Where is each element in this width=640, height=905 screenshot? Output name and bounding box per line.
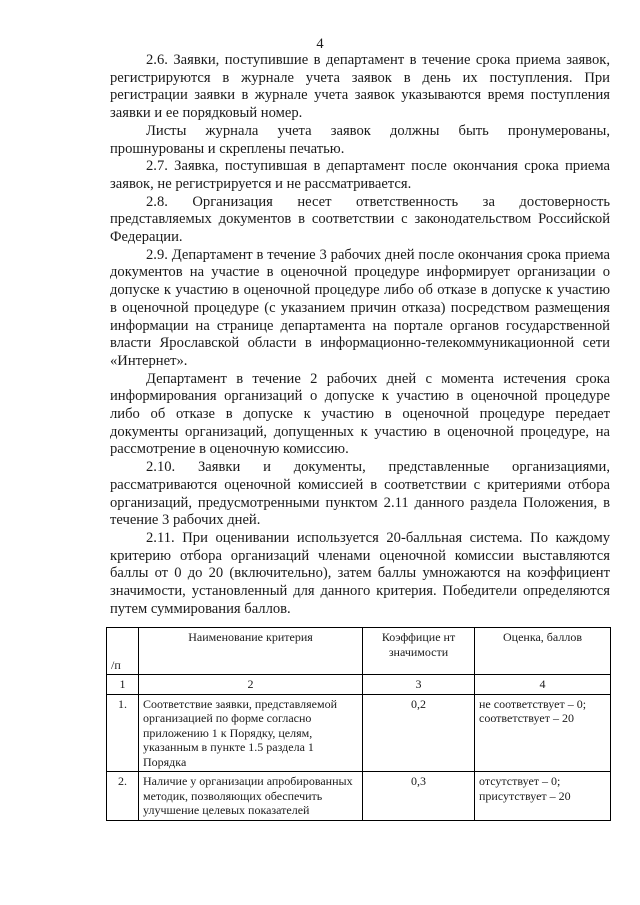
header-criterion-name: Наименование критерия <box>139 628 363 675</box>
criteria-table <box>106 627 611 821</box>
paragraph-journal-sheets: Листы журнала учета заявок должны быть пронумерованы, прошнурованы и скреплены печатью. <box>110 122 610 157</box>
score-line: отсутствует – 0; <box>479 774 561 788</box>
paragraph-2-7: 2.7. Заявка, поступившая в департамент после окончания срока приема заявок, не регистрируется и не рассматривается. <box>110 158 610 192</box>
score-line: не соответствует – 0; <box>479 696 587 711</box>
criterion-name: Соответствие заявки, представляемой организацией по форме согласно приложению 1 к Порядку, целям, указанным в пункте 1.5 раздела 1 Порядка <box>139 694 363 772</box>
header-coefficient: Коэффицие нт значимости <box>363 628 475 675</box>
header-score: Оценка, баллов <box>475 628 611 675</box>
score-line: соответствует – 20 <box>479 711 574 725</box>
column-number: 1 <box>107 675 139 695</box>
column-number: 4 <box>475 675 611 695</box>
body-text <box>110 52 610 619</box>
paragraph-2-9: 2.9. Департамент в течение 3 рабочих дней после окончания срока приема документов на участие в оценочной процедуре информирует организации о допуске к участию в оценочной процедуре либо об отказе в допуске к участию в оценочной процедуре (с указанием причин отказа) посредством размещения информации на странице департамента на портале органов государственной власти Ярославской области в информационно-телекоммуникационной сети «Интернет». <box>110 246 610 369</box>
paragraph-2-6: 2.6. Заявки, поступившие в департамент в течение срока приема заявок, регистрируются в журнале учета заявок в день их поступления. При регистрации заявки в журнале учета заявок указываются время поступления заявки и ее порядковый номер. <box>110 52 610 122</box>
column-number: 3 <box>363 675 475 695</box>
criterion-coefficient: 0,2 <box>363 694 475 772</box>
header-number: /п <box>107 628 139 675</box>
paragraph-department-transfer: Департамент в течение 2 рабочих дней с момента истечения срока информирования организаций о допуске к участию в оценочной процедуре либо об отказе в допуске к участию в оценочной процедуре передает документы организаций, допущенных к участию в оценочной процедуре, на рассмотрение в оценочную комиссию. <box>110 370 610 458</box>
criterion-coefficient: 0,3 <box>363 772 475 821</box>
paragraph-2-8: 2.8. Организация несет ответственность за достоверность представляемых документов в соответствии с законодательством Российской Федерации. <box>110 193 610 246</box>
column-number-row <box>107 675 611 695</box>
paragraph-2-11: 2.11. При оценивании используется 20-балльная система. По каждому критерию отбора организаций членами оценочной комиссии выставляются баллы от 0 до 20 (включительно), затем баллы умножаются на коэффициент значимости, установленный для данного критерия. Победители определяются путем суммирования баллов. <box>110 529 610 617</box>
table-row <box>107 772 611 821</box>
criterion-score <box>475 694 611 772</box>
criterion-score <box>475 772 611 821</box>
table-header-row <box>107 628 611 675</box>
column-number: 2 <box>139 675 363 695</box>
row-number: 2. <box>107 772 139 821</box>
page-number: 4 <box>316 36 324 52</box>
paragraph-2-10: 2.10. Заявки и документы, представленные организациями, рассматриваются оценочной комиссией в соответствии с критериями отбора организаций, предусмотренными пунктом 2.11 данного раздела Положения, в течение 3 рабочих дней. <box>110 459 610 529</box>
score-line: присутствует – 20 <box>479 788 571 803</box>
table-row <box>107 694 611 772</box>
row-number: 1. <box>107 694 139 772</box>
criterion-name: Наличие у организации апробированных методик, позволяющих обеспечить улучшение целевых показателей <box>139 772 363 821</box>
